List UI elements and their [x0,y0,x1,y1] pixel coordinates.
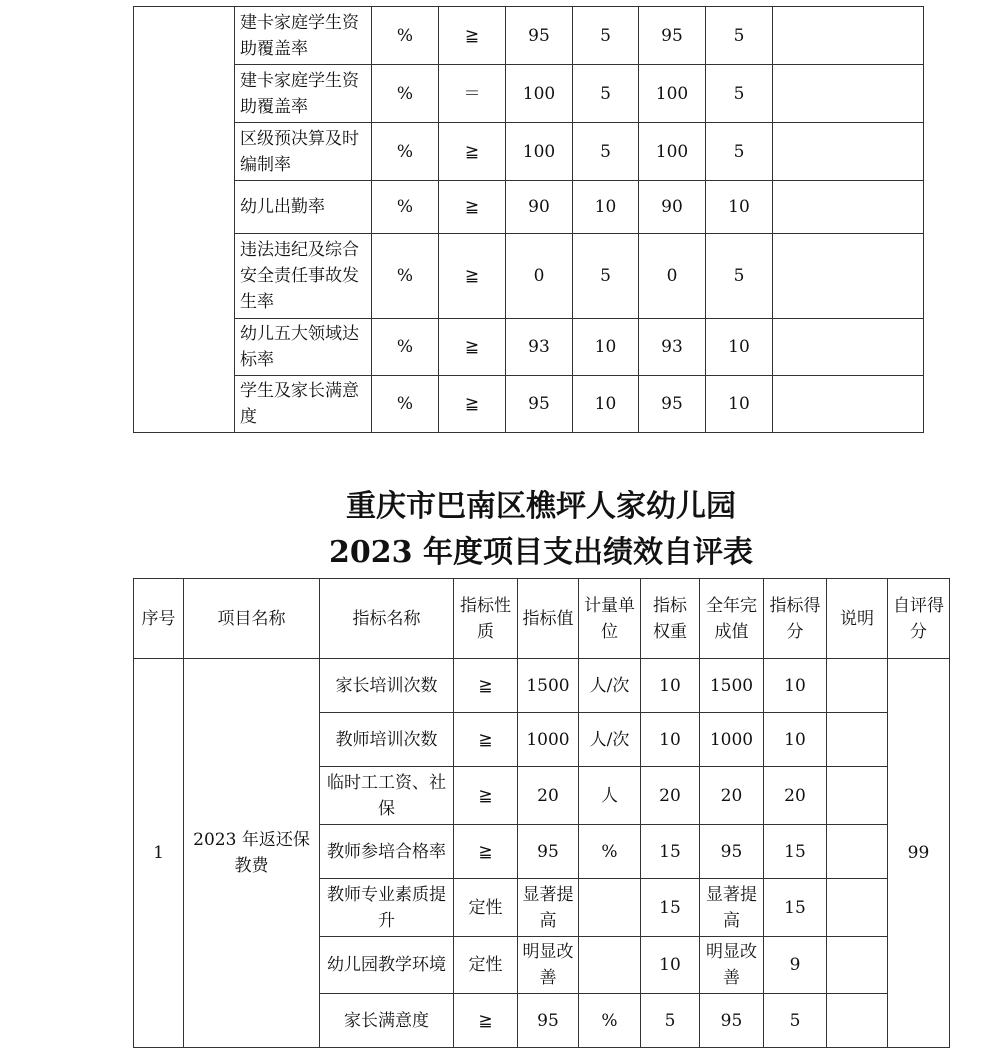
nature-cell: ≧ [454,713,518,767]
header-value: 指标值 [518,579,579,659]
unit-cell: % [372,65,439,123]
actual-cell: 93 [639,319,706,376]
nature-cell: ≧ [454,994,518,1048]
table-row [134,123,924,181]
self-score-cell: 99 [888,659,950,1048]
note-cell [773,65,924,123]
score-cell: 10 [764,713,827,767]
note-cell [773,234,924,319]
note-cell [827,767,888,825]
header-note: 说明 [827,579,888,659]
header-weight: 指标权重 [641,579,700,659]
evaluation-table [133,578,950,1048]
project-name-cell: 2023 年返还保教费 [184,659,320,1048]
value-cell: 明显改善 [518,937,579,994]
note-cell [773,123,924,181]
actual-cell: 95 [700,994,764,1048]
value-cell: 1000 [518,713,579,767]
note-cell [773,319,924,376]
table-row [134,65,924,123]
unit-cell [579,879,641,937]
target-cell: 100 [506,65,573,123]
target-cell: 95 [506,376,573,433]
value-cell: 95 [518,994,579,1048]
note-cell [773,7,924,65]
score-cell: 15 [764,825,827,879]
continuation-table [133,6,924,433]
score-cell: 10 [706,319,773,376]
unit-cell: % [372,319,439,376]
target-cell: 90 [506,181,573,234]
actual-cell: 1000 [700,713,764,767]
indicator-name: 建卡家庭学生资助覆盖率 [235,65,372,123]
indicator-name: 建卡家庭学生资助覆盖率 [235,7,372,65]
note-cell [827,825,888,879]
actual-cell: 95 [639,376,706,433]
value-cell: 显著提高 [518,879,579,937]
table-row [134,319,924,376]
table-row [134,659,950,713]
target-cell: 100 [506,123,573,181]
nature-cell: 定性 [454,937,518,994]
score-cell: 10 [706,181,773,234]
indicator-name: 区级预决算及时编制率 [235,123,372,181]
nature-cell: ≧ [454,659,518,713]
note-cell [827,994,888,1048]
indicator-name: 幼儿出勤率 [235,181,372,234]
blank-merged-cell [134,7,235,433]
table-row [134,376,924,433]
actual-cell: 100 [639,123,706,181]
table-row [134,7,924,65]
unit-cell: % [372,376,439,433]
note-cell [773,181,924,234]
indicator-cell: 教师专业素质提升 [320,879,454,937]
indicator-cell: 教师参培合格率 [320,825,454,879]
score-cell: 5 [706,123,773,181]
note-cell [827,659,888,713]
note-cell [827,937,888,994]
header-indicator: 指标名称 [320,579,454,659]
unit-cell: % [372,181,439,234]
actual-cell: 95 [639,7,706,65]
operator-cell: ≧ [439,181,506,234]
weight-cell: 5 [573,7,639,65]
note-cell [773,376,924,433]
header-self-score: 自评得分 [888,579,950,659]
score-cell: 15 [764,879,827,937]
table-row [134,234,924,319]
note-cell [827,879,888,937]
operator-cell: ≧ [439,234,506,319]
actual-cell: 显著提高 [700,879,764,937]
indicator-cell: 家长满意度 [320,994,454,1048]
operator-cell: ≧ [439,7,506,65]
weight-cell: 5 [573,65,639,123]
weight-cell: 5 [573,123,639,181]
weight-cell: 10 [641,937,700,994]
weight-cell: 10 [641,713,700,767]
header-unit: 计量单位 [579,579,641,659]
unit-cell: % [579,825,641,879]
operator-cell: ≧ [439,376,506,433]
actual-cell: 95 [700,825,764,879]
score-cell: 5 [706,65,773,123]
unit-cell [579,937,641,994]
actual-cell: 100 [639,65,706,123]
header-score: 指标得分 [764,579,827,659]
weight-cell: 5 [573,234,639,319]
actual-cell: 0 [639,234,706,319]
score-cell: 5 [706,234,773,319]
unit-cell: % [372,123,439,181]
score-cell: 5 [706,7,773,65]
weight-cell: 10 [573,319,639,376]
header-row [134,579,950,659]
score-cell: 5 [764,994,827,1048]
header-project: 项目名称 [184,579,320,659]
operator-cell: ≧ [439,319,506,376]
indicator-name: 违法违纪及综合安全责任事故发生率 [235,234,372,319]
score-cell: 20 [764,767,827,825]
value-cell: 20 [518,767,579,825]
note-cell [827,713,888,767]
weight-cell: 5 [641,994,700,1048]
document-title: 重庆市巴南区樵坪人家幼儿园 [346,489,736,524]
weight-cell: 10 [573,376,639,433]
unit-cell: 人/次 [579,713,641,767]
target-cell: 0 [506,234,573,319]
nature-cell: 定性 [454,879,518,937]
indicator-name: 幼儿五大领域达标率 [235,319,372,376]
seq-cell: 1 [134,659,184,1048]
target-cell: 93 [506,319,573,376]
score-cell: 10 [706,376,773,433]
nature-cell: ≧ [454,767,518,825]
score-cell: 10 [764,659,827,713]
actual-cell: 90 [639,181,706,234]
unit-cell: % [372,7,439,65]
indicator-cell: 教师培训次数 [320,713,454,767]
value-cell: 95 [518,825,579,879]
table-row [134,181,924,234]
weight-cell: 15 [641,879,700,937]
unit-cell: % [372,234,439,319]
unit-cell: 人 [579,767,641,825]
unit-cell: 人/次 [579,659,641,713]
weight-cell: 15 [641,825,700,879]
indicator-name: 学生及家长满意度 [235,376,372,433]
operator-cell: ＝ [439,65,506,123]
indicator-cell: 临时工工资、社保 [320,767,454,825]
header-nature: 指标性质 [454,579,518,659]
value-cell: 1500 [518,659,579,713]
operator-cell: ≧ [439,123,506,181]
weight-cell: 20 [641,767,700,825]
indicator-cell: 家长培训次数 [320,659,454,713]
nature-cell: ≧ [454,825,518,879]
score-cell: 9 [764,937,827,994]
weight-cell: 10 [573,181,639,234]
document-subtitle: 2023 年度项目支出绩效自评表 [329,535,753,570]
header-actual: 全年完成值 [700,579,764,659]
actual-cell: 20 [700,767,764,825]
target-cell: 95 [506,7,573,65]
actual-cell: 明显改善 [700,937,764,994]
indicator-cell: 幼儿园教学环境 [320,937,454,994]
unit-cell: % [579,994,641,1048]
actual-cell: 1500 [700,659,764,713]
weight-cell: 10 [641,659,700,713]
header-seq: 序号 [134,579,184,659]
